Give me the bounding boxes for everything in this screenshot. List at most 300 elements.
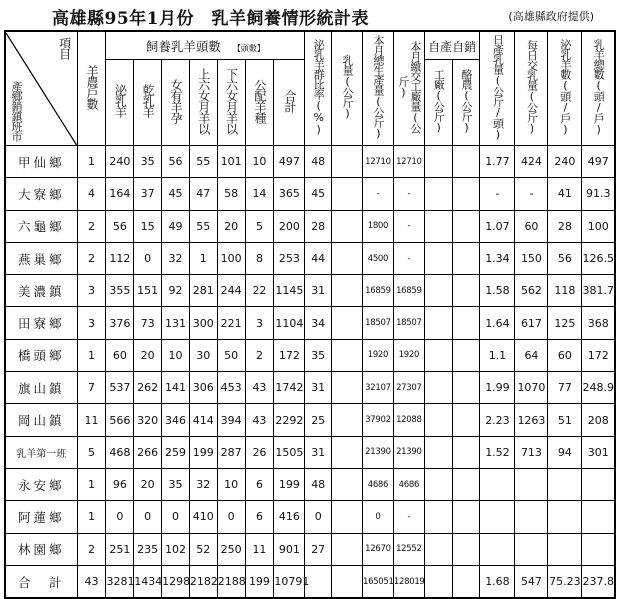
breeding-cell: 199 (245, 565, 274, 598)
table-row (5, 146, 615, 178)
households-cell: 3 (77, 307, 106, 339)
households-header: 羊農戶數 (77, 31, 106, 146)
rate-cell: 48 (305, 146, 332, 178)
dry-cell: 35 (134, 146, 162, 178)
daily-deliver-cell: 547 (515, 565, 548, 598)
rate-cell: 45 (305, 178, 332, 210)
up6-cell: 1 (189, 242, 217, 274)
table-row (5, 533, 615, 565)
rate-cell: 25 (305, 404, 332, 436)
lactating-per-household-header: 泌乳羊數(頭/戶) (548, 31, 582, 146)
breeding-cell: 8 (245, 242, 274, 274)
pregnant-cell: 346 (162, 404, 190, 436)
milk-cell (332, 404, 363, 436)
deliver-cell: 12710 (393, 146, 424, 178)
pregnant-cell: 10 (162, 339, 190, 371)
rate-cell: 28 (305, 210, 332, 242)
town-name-cell: 阿蓮鄉 (5, 501, 77, 533)
factory-cell (424, 307, 452, 339)
lact-house-cell: 75.23 (548, 565, 582, 598)
month-delivery-header: 本月繳交工廠量(公斤) (393, 31, 424, 146)
total-cell: 199 (274, 468, 305, 500)
milk-cell (332, 533, 363, 565)
down6-cell: 0 (217, 501, 245, 533)
town-name-cell: 合 計 (5, 565, 77, 598)
factory-cell (424, 210, 452, 242)
daily-cell: 2.23 (480, 404, 515, 436)
rate-cell: 31 (305, 275, 332, 307)
prod-cell: 16859 (362, 275, 393, 307)
down6-cell: 101 (217, 146, 245, 178)
factory-cell (424, 436, 452, 468)
prod-cell: 18507 (362, 307, 393, 339)
up6-cell: 199 (189, 436, 217, 468)
breeding-cell: 14 (245, 178, 274, 210)
table-row (5, 307, 615, 339)
breeding-cell: 43 (245, 372, 274, 404)
factory-cell (424, 404, 452, 436)
prod-cell: 12710 (362, 146, 393, 178)
milk-cell (332, 468, 363, 500)
households-cell: 11 (77, 404, 106, 436)
total-house-cell: 248.9 (582, 372, 615, 404)
town-name-cell: 林園鄉 (5, 533, 77, 565)
up6-cell: 414 (189, 404, 217, 436)
town-name-cell: 田寮鄉 (5, 307, 77, 339)
deliver-cell: - (393, 210, 424, 242)
lact-house-cell (548, 501, 582, 533)
doe-6m-down-header: 下六女月羊以 (217, 60, 245, 146)
pregnant-cell: 45 (162, 178, 190, 210)
lact-house-cell: 51 (548, 404, 582, 436)
factory-cell (424, 275, 452, 307)
deliver-cell: 12088 (393, 404, 424, 436)
daily-deliver-cell: 713 (515, 436, 548, 468)
breeding-cell: 3 (245, 307, 274, 339)
dry-header: 乾乳羊 (134, 60, 162, 146)
town-name-cell: 甲仙鄉 (5, 146, 77, 178)
pregnant-cell: 49 (162, 210, 190, 242)
deliver-cell: 12552 (393, 533, 424, 565)
source-note: (高雄縣政府提供) (508, 10, 594, 23)
pregnant-header: 女有羊孕 (162, 60, 190, 146)
milk-cell (332, 178, 363, 210)
households-cell: 2 (77, 242, 106, 274)
breeding-cell: 22 (245, 275, 274, 307)
lactating-cell: 566 (106, 404, 134, 436)
breeding-cell: 26 (245, 436, 274, 468)
rate-cell: 27 (305, 533, 332, 565)
down6-cell: 394 (217, 404, 245, 436)
milk-qty-header: 乳量(公斤) (332, 31, 363, 146)
rate-cell: 34 (305, 307, 332, 339)
dairy-cell (452, 307, 480, 339)
dairy-cell (452, 468, 480, 500)
up6-cell: 55 (189, 146, 217, 178)
dry-cell: 235 (134, 533, 162, 565)
rate-cell: 31 (305, 372, 332, 404)
dairy-cell (452, 372, 480, 404)
lactating-cell: 56 (106, 210, 134, 242)
households-cell: 2 (77, 533, 106, 565)
up6-cell: 47 (189, 178, 217, 210)
town-name-cell: 旗山鎮 (5, 372, 77, 404)
total-house-cell: 381.7 (582, 275, 615, 307)
dry-cell: 37 (134, 178, 162, 210)
daily-delivery-header: 每日交乳量(公斤) (515, 31, 548, 146)
town-name-cell: 乳羊第一班 (5, 436, 77, 468)
total-house-cell: 368 (582, 307, 615, 339)
town-name-cell: 六龜鄉 (5, 210, 77, 242)
pregnant-cell: 102 (162, 533, 190, 565)
dry-cell: 151 (134, 275, 162, 307)
prod-cell: 37902 (362, 404, 393, 436)
lactating-cell: 537 (106, 372, 134, 404)
total-house-cell (582, 468, 615, 500)
total-house-cell: 126.5 (582, 242, 615, 274)
table-row (5, 501, 615, 533)
dairy-cell (452, 565, 480, 598)
rate-cell: 31 (305, 436, 332, 468)
prod-cell: - (362, 178, 393, 210)
rate-header: 泌乳羊群比率(%) (305, 31, 332, 146)
total-house-cell: 237.8 (582, 565, 615, 598)
breeding-header: 公配羊種 (245, 60, 274, 146)
page-title: 高雄縣95年1月份 乳羊飼養情形統計表 (52, 9, 369, 29)
daily-deliver-cell (515, 533, 548, 565)
month-production-header: 本月總生產量(公斤) (362, 31, 393, 146)
lactating-cell: 0 (106, 501, 134, 533)
lact-house-cell: 60 (548, 339, 582, 371)
lact-house-cell: 41 (548, 178, 582, 210)
lact-house-cell: 77 (548, 372, 582, 404)
pregnant-cell: 92 (162, 275, 190, 307)
deliver-cell: - (393, 242, 424, 274)
deliver-cell: 16859 (393, 275, 424, 307)
breeding-cell: 43 (245, 404, 274, 436)
lact-house-cell (548, 468, 582, 500)
lactating-cell: 240 (106, 146, 134, 178)
deliver-cell: - (393, 501, 424, 533)
deliver-cell: 27307 (393, 372, 424, 404)
title-bar (0, 0, 620, 30)
daily-cell (480, 501, 515, 533)
prod-cell: 12670 (362, 533, 393, 565)
lact-house-cell: 28 (548, 210, 582, 242)
factory-cell (424, 339, 452, 371)
deliver-cell: 18507 (393, 307, 424, 339)
households-cell: 3 (77, 275, 106, 307)
up6-cell: 2182 (189, 565, 217, 598)
households-cell: 43 (77, 565, 106, 598)
lactating-cell: 251 (106, 533, 134, 565)
lactating-cell: 355 (106, 275, 134, 307)
lact-house-cell: 94 (548, 436, 582, 468)
milk-cell (332, 210, 363, 242)
dry-cell: 262 (134, 372, 162, 404)
factory-cell (424, 533, 452, 565)
rate-cell: 44 (305, 242, 332, 274)
up6-cell: 30 (189, 339, 217, 371)
doe-6m-up-header: 上六女月羊以 (189, 60, 217, 146)
households-cell: 1 (77, 468, 106, 500)
dry-cell: 0 (134, 242, 162, 274)
dry-cell: 266 (134, 436, 162, 468)
down6-cell: 453 (217, 372, 245, 404)
daily-deliver-cell: 1263 (515, 404, 548, 436)
total-cell: 1145 (274, 275, 305, 307)
dairy-cell (452, 404, 480, 436)
deliver-cell: 21390 (393, 436, 424, 468)
breeding-cell: 2 (245, 339, 274, 371)
pregnant-cell: 35 (162, 468, 190, 500)
households-cell: 1 (77, 146, 106, 178)
up6-cell: 52 (189, 533, 217, 565)
breeding-cell: 6 (245, 468, 274, 500)
lact-house-cell: 240 (548, 146, 582, 178)
factory-cell (424, 565, 452, 598)
total-header: 合計 (274, 60, 305, 146)
total-cell: 172 (274, 339, 305, 371)
rate-cell: 48 (305, 468, 332, 500)
prod-cell: 4686 (362, 468, 393, 500)
milk-cell (332, 372, 363, 404)
town-name-cell: 岡山鎮 (5, 404, 77, 436)
prod-cell: 0 (362, 501, 393, 533)
households-cell: 4 (77, 178, 106, 210)
down6-cell: 287 (217, 436, 245, 468)
milk-cell (332, 565, 363, 598)
daily-cell: 1.34 (480, 242, 515, 274)
milk-cell (332, 307, 363, 339)
rate-cell: 0 (305, 501, 332, 533)
total-cell: 200 (274, 210, 305, 242)
corner-header (5, 31, 77, 146)
dry-cell: 0 (134, 501, 162, 533)
daily-deliver-cell: - (515, 178, 548, 210)
breeding-cell: 11 (245, 533, 274, 565)
table-row (5, 275, 615, 307)
corner-area-label: 產鄉銷鎮班市 (10, 80, 23, 141)
lactating-header: 泌乳羊 (106, 60, 134, 146)
down6-cell: 221 (217, 307, 245, 339)
down6-cell: 2188 (217, 565, 245, 598)
feed-unit-label: 【頭數】 (232, 43, 265, 53)
table-row (5, 242, 615, 274)
lact-house-cell (548, 533, 582, 565)
daily-cell (480, 468, 515, 500)
dairy-cell (452, 501, 480, 533)
table-body (5, 146, 615, 599)
table-row (5, 178, 615, 210)
table-row (5, 210, 615, 242)
table-row (5, 339, 615, 371)
lactating-cell: 3281 (106, 565, 134, 598)
daily-milk-header: 日產乳量(公斤/頭) (480, 31, 515, 146)
total-house-cell: 100 (582, 210, 615, 242)
daily-deliver-cell: 1070 (515, 372, 548, 404)
total-house-cell (582, 533, 615, 565)
down6-cell: 20 (217, 210, 245, 242)
table-row (5, 468, 615, 500)
total-house-cell: 208 (582, 404, 615, 436)
dairy-cell (452, 275, 480, 307)
daily-cell: 1.07 (480, 210, 515, 242)
households-cell: 5 (77, 436, 106, 468)
up6-cell: 55 (189, 210, 217, 242)
up6-cell: 410 (189, 501, 217, 533)
statistics-table (4, 30, 616, 599)
households-cell: 1 (77, 339, 106, 371)
milk-cell (332, 339, 363, 371)
factory-cell (424, 468, 452, 500)
table-row (5, 404, 615, 436)
deliver-cell: 4686 (393, 468, 424, 500)
up6-cell: 32 (189, 468, 217, 500)
milk-cell (332, 436, 363, 468)
total-cell: 1742 (274, 372, 305, 404)
down6-cell: 100 (217, 242, 245, 274)
prod-cell: 1920 (362, 339, 393, 371)
pregnant-cell: 1298 (162, 565, 190, 598)
households-cell: 2 (77, 210, 106, 242)
table-row (5, 436, 615, 468)
total-cell: 901 (274, 533, 305, 565)
dairy-cell (452, 436, 480, 468)
down6-cell: 50 (217, 339, 245, 371)
pregnant-cell: 0 (162, 501, 190, 533)
down6-cell: 58 (217, 178, 245, 210)
pregnant-cell: 259 (162, 436, 190, 468)
up6-cell: 281 (189, 275, 217, 307)
daily-deliver-cell: 60 (515, 210, 548, 242)
daily-deliver-cell: 424 (515, 146, 548, 178)
factory-cell (424, 146, 452, 178)
daily-deliver-cell: 64 (515, 339, 548, 371)
corner-item-label: 項目 (57, 36, 72, 59)
dry-cell: 73 (134, 307, 162, 339)
total-house-cell: 497 (582, 146, 615, 178)
households-cell: 1 (77, 501, 106, 533)
daily-cell: 1.64 (480, 307, 515, 339)
total-cell: 365 (274, 178, 305, 210)
prod-cell: 165051 (362, 565, 393, 598)
breeding-cell: 10 (245, 146, 274, 178)
daily-cell (480, 533, 515, 565)
deliver-cell: 1920 (393, 339, 424, 371)
dairy-header: 酪農(公斤) (452, 60, 480, 146)
households-cell: 7 (77, 372, 106, 404)
lact-house-cell: 118 (548, 275, 582, 307)
lactating-cell: 96 (106, 468, 134, 500)
dry-cell: 320 (134, 404, 162, 436)
pregnant-cell: 56 (162, 146, 190, 178)
daily-cell: 1.77 (480, 146, 515, 178)
lactating-cell: 376 (106, 307, 134, 339)
down6-cell: 250 (217, 533, 245, 565)
milk-cell (332, 242, 363, 274)
dry-cell: 1434 (134, 565, 162, 598)
factory-cell (424, 178, 452, 210)
deliver-cell: - (393, 178, 424, 210)
prod-cell: 21390 (362, 436, 393, 468)
daily-deliver-cell: 150 (515, 242, 548, 274)
dry-cell: 15 (134, 210, 162, 242)
total-house-cell: 172 (582, 339, 615, 371)
total-house-cell: 301 (582, 436, 615, 468)
factory-cell (424, 242, 452, 274)
daily-cell: 1.68 (480, 565, 515, 598)
total-cell: 253 (274, 242, 305, 274)
town-name-cell: 大寮鄉 (5, 178, 77, 210)
lact-house-cell: 125 (548, 307, 582, 339)
factory-cell (424, 501, 452, 533)
total-cell: 2292 (274, 404, 305, 436)
pregnant-cell: 141 (162, 372, 190, 404)
table-row (5, 565, 615, 598)
town-name-cell: 橋頭鄉 (5, 339, 77, 371)
total-per-household-header: 乳羊總數(頭/戶) (582, 31, 615, 146)
dairy-cell (452, 146, 480, 178)
daily-deliver-cell: 617 (515, 307, 548, 339)
factory-header: 工廠(公斤) (424, 60, 452, 146)
town-name-cell: 美濃鎮 (5, 275, 77, 307)
daily-deliver-cell (515, 468, 548, 500)
dairy-cell (452, 210, 480, 242)
milk-cell (332, 501, 363, 533)
dry-cell: 20 (134, 468, 162, 500)
daily-cell: 1.58 (480, 275, 515, 307)
daily-cell: 1.1 (480, 339, 515, 371)
total-house-cell (582, 501, 615, 533)
down6-cell: 244 (217, 275, 245, 307)
dry-cell: 20 (134, 339, 162, 371)
milk-cell (332, 275, 363, 307)
feed-group-header: 飼養乳羊頭數 【頭數】 (106, 31, 305, 60)
total-cell: 497 (274, 146, 305, 178)
dairy-cell (452, 339, 480, 371)
pregnant-cell: 131 (162, 307, 190, 339)
lact-house-cell: 56 (548, 242, 582, 274)
dairy-cell (452, 533, 480, 565)
town-name-cell: 燕巢鄉 (5, 242, 77, 274)
table-row (5, 372, 615, 404)
dairy-cell (452, 242, 480, 274)
prod-cell: 32107 (362, 372, 393, 404)
prod-cell: 4500 (362, 242, 393, 274)
daily-cell: - (480, 178, 515, 210)
up6-cell: 300 (189, 307, 217, 339)
pregnant-cell: 32 (162, 242, 190, 274)
deliver-cell: 128019 (393, 565, 424, 598)
breeding-cell: 6 (245, 501, 274, 533)
rate-cell: 35 (305, 339, 332, 371)
lactating-cell: 164 (106, 178, 134, 210)
lactating-cell: 112 (106, 242, 134, 274)
prod-cell: 1800 (362, 210, 393, 242)
down6-cell: 10 (217, 468, 245, 500)
total-house-cell: 91.3 (582, 178, 615, 210)
self-sale-group-header: 自產自銷 (424, 31, 480, 60)
daily-cell: 1.99 (480, 372, 515, 404)
total-cell: 1104 (274, 307, 305, 339)
total-cell: 10791 (274, 565, 305, 598)
daily-cell: 1.52 (480, 436, 515, 468)
total-cell: 416 (274, 501, 305, 533)
daily-deliver-cell: 562 (515, 275, 548, 307)
daily-deliver-cell (515, 501, 548, 533)
breeding-cell: 5 (245, 210, 274, 242)
